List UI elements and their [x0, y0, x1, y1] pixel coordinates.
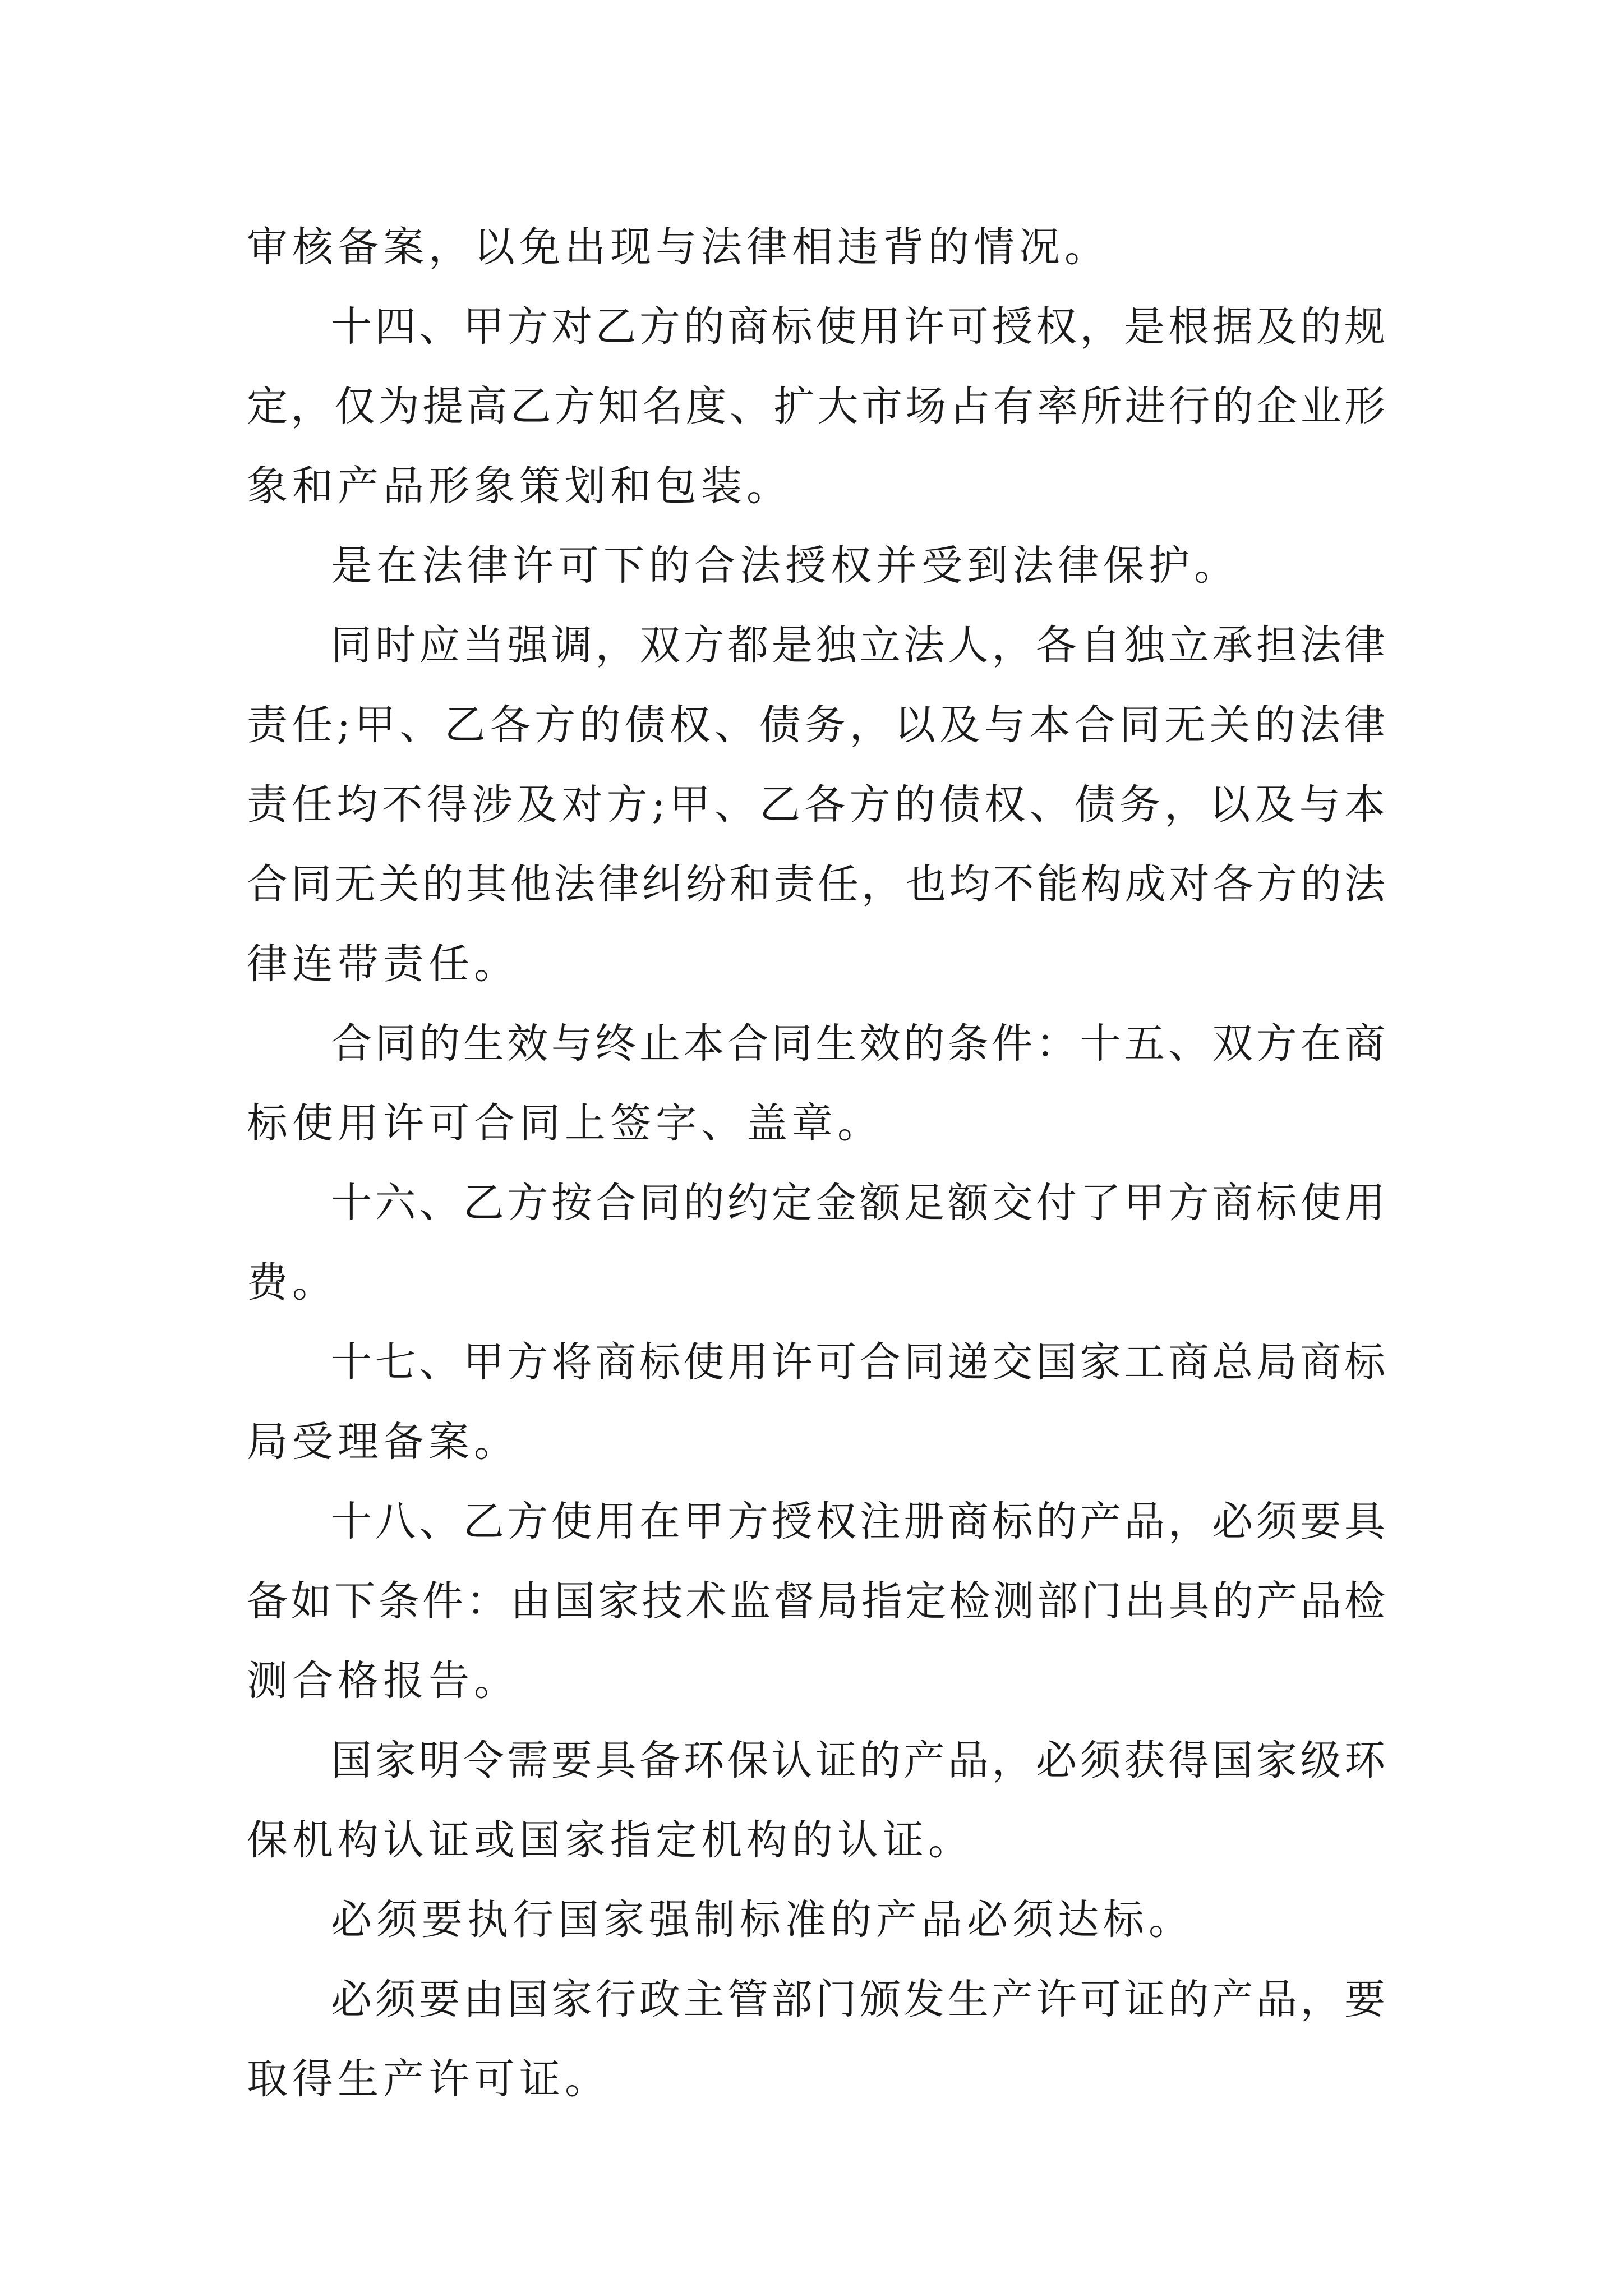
- text-line: 十八、乙方使用在甲方授权注册商标的产品，必须要具: [331, 1498, 1385, 1545]
- paragraph: [247, 1323, 1385, 1482]
- text-line: 必须要由国家行政主管部门颁发生产许可证的产品，要: [331, 1976, 1385, 2023]
- document-page: [247, 208, 1385, 2119]
- text-line: 必须要执行国家强制标准的产品必须达标。: [331, 1896, 1194, 1944]
- text-line: 律连带责任。: [247, 940, 519, 988]
- text-line: 审核备案，以免出现与法律相违背的情况。: [247, 223, 1110, 271]
- text-line: 十七、甲方将商标使用许可合同递交国家工商总局商标: [331, 1338, 1385, 1386]
- paragraph: [247, 208, 1385, 287]
- text-line: 责任;甲、乙各方的债权、债务，以及与本合同无关的法律: [247, 701, 1385, 749]
- text-line: 是在法律许可下的合法授权并受到法律保护。: [331, 542, 1239, 590]
- paragraph: [247, 1880, 1385, 1960]
- text-line: 局受理备案。: [247, 1418, 519, 1466]
- text-line: 合同无关的其他法律纠纷和责任，也均不能构成对各方的法: [247, 861, 1385, 908]
- text-line: 十四、甲方对乙方的商标使用许可授权，是根据及的规: [331, 303, 1385, 351]
- text-line: 合同的生效与终止本合同生效的条件：十五、双方在商: [331, 1020, 1385, 1068]
- text-line: 标使用许可合同上签字、盖章。: [247, 1099, 883, 1147]
- paragraph: [247, 1163, 1385, 1323]
- text-line: 责任均不得涉及对方;甲、乙各方的债权、债务，以及与本: [247, 781, 1385, 829]
- text-line: 同时应当强调，双方都是独立法人，各自独立承担法律: [331, 622, 1385, 669]
- text-line: 定，仅为提高乙方知名度、扩大市场占有率所进行的企业形: [247, 383, 1385, 430]
- text-line: 测合格报告。: [247, 1657, 519, 1705]
- text-line: 象和产品形象策划和包装。: [247, 462, 792, 510]
- paragraph: [247, 526, 1385, 606]
- text-line: 费。: [247, 1259, 338, 1306]
- text-line: 十六、乙方按合同的约定金额足额交付了甲方商标使用: [331, 1179, 1385, 1227]
- paragraph: [247, 1482, 1385, 1721]
- text-line: 国家明令需要具备环保认证的产品，必须获得国家级环: [331, 1737, 1385, 1784]
- text-line: 取得生产许可证。: [247, 2055, 610, 2103]
- paragraph: [247, 1004, 1385, 1163]
- text-line: 保机构认证或国家指定机构的认证。: [247, 1816, 974, 1864]
- text-line: 备如下条件：由国家技术监督局指定检测部门出具的产品检: [247, 1577, 1385, 1625]
- paragraph: [247, 1960, 1385, 2119]
- paragraph: [247, 1721, 1385, 1880]
- paragraph: [247, 287, 1385, 526]
- paragraph: [247, 606, 1385, 1004]
